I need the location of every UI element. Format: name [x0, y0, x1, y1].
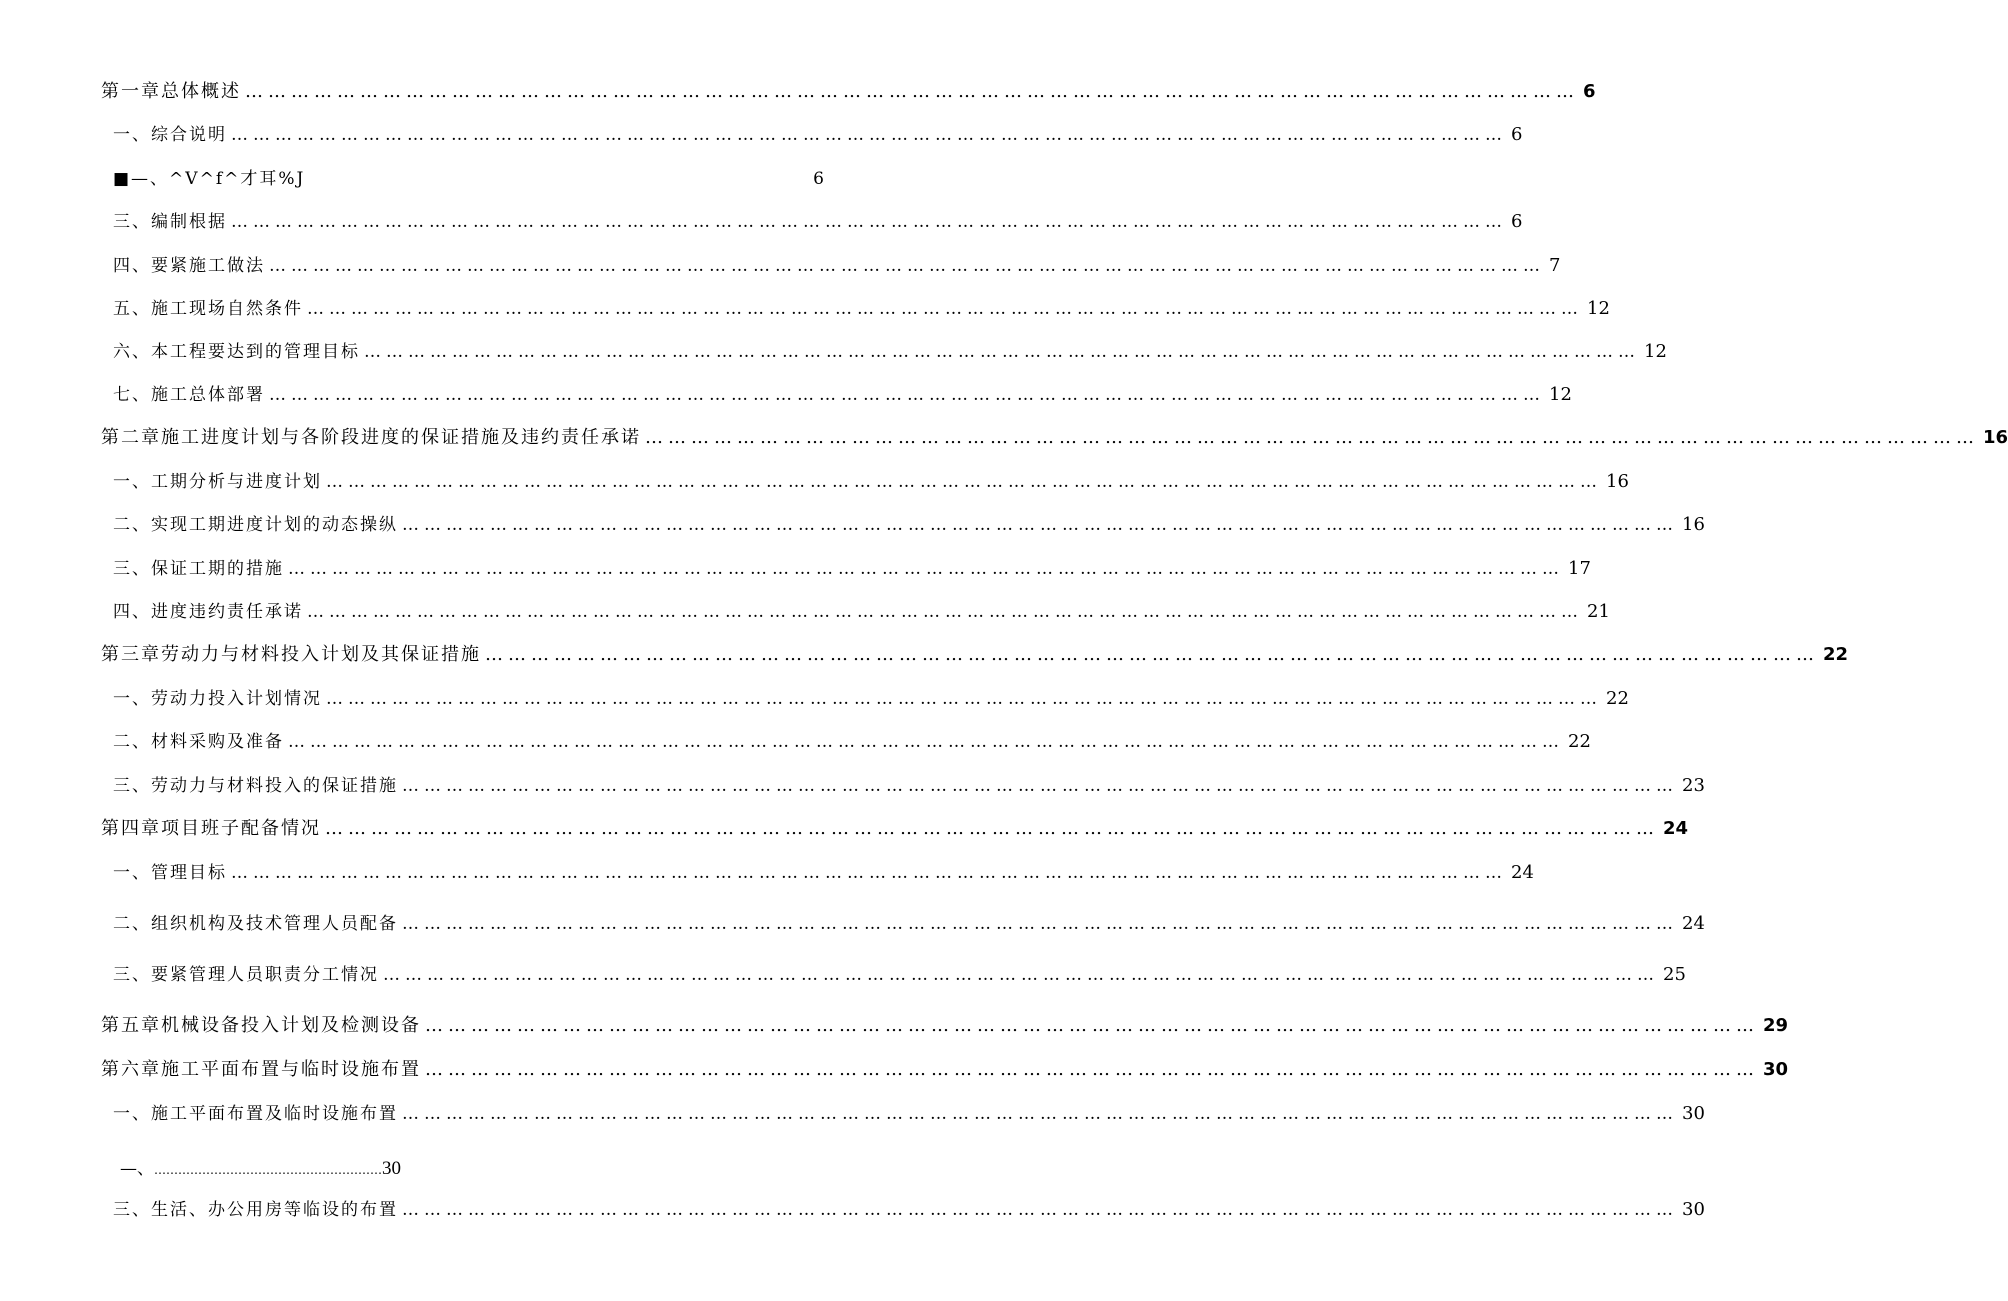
toc-entry-page: 17: [1568, 558, 1591, 579]
toc-entry-section[interactable]: [113, 339, 1667, 365]
dot-leader: …………………………………………………………………………………………………………………………………………………………: [245, 81, 1579, 102]
toc-entry-title: 第二章施工进度计划与各阶段进度的保证措施及违约责任承诺: [101, 427, 641, 448]
toc-entry-title: 一、劳动力投入计划情况: [113, 689, 322, 709]
toc-entry-title: 四、进度违约责任承诺: [113, 602, 303, 622]
toc-entry-title: 第三章劳动力与材料投入计划及其保证措施: [101, 644, 481, 665]
toc-entry-title: 三、编制根据: [113, 212, 227, 232]
dot-leader: …………………………………………………………………………………………………………………………………………………………: [402, 515, 1678, 535]
toc-entry-section-short[interactable]: [120, 1156, 401, 1182]
dot-leader: …………………………………………………………………………………………………………………………………………………………: [269, 385, 1545, 405]
toc-entry-page: 24: [1682, 913, 1705, 934]
toc-entry-page: 30: [1763, 1059, 1789, 1080]
dot-leader: …………………………………………………………………………………………………………………………………………………………: [307, 299, 1583, 319]
toc-entry-section[interactable]: [113, 773, 1705, 799]
toc-entry-chapter-4[interactable]: [101, 816, 1689, 842]
dot-leader: …………………………………………………………………………………………………………………………………………………………: [307, 602, 1583, 622]
toc-entry-page: 12: [1587, 298, 1610, 319]
toc-entry-chapter-6[interactable]: [101, 1057, 1789, 1083]
dot-leader: …………………………………………………………………………………………………………………………………………………………: [231, 863, 1507, 883]
toc-entry-section[interactable]: [113, 860, 1534, 886]
toc-entry-title: 五、施工现场自然条件: [113, 299, 303, 319]
dot-leader: …………………………………………………………………………………………………………………………………………………………: [326, 472, 1602, 492]
dot-leader: …………………………………………………………………………………………………………………………………………………………: [231, 212, 1507, 232]
toc-entry-page: 6: [813, 169, 824, 189]
toc-entry-page: 16: [1682, 514, 1705, 535]
toc-entry-page: 24: [1663, 818, 1689, 839]
dot-leader: …………………………………………………………………………………………………………………………………………………………: [383, 965, 1659, 985]
toc-entry-title: 第四章项目班子配备情况: [101, 818, 321, 839]
dot-leader: …………………………………………………………………………………………………………………………………………………………: [231, 125, 1507, 145]
toc-entry-page: 6: [1511, 124, 1523, 145]
dot-leader: …………………………………………………………………………………………………………………………………………………………: [402, 1200, 1678, 1220]
toc-entry-section[interactable]: [113, 469, 1629, 495]
toc-entry-page: 21: [1587, 601, 1610, 622]
toc-entry-title: 二、实现工期进度计划的动态操纵: [113, 515, 398, 535]
dot-leader: …………………………………………………: [154, 1163, 382, 1177]
dot-leader: …………………………………………………………………………………………………………………………………………………………: [326, 689, 1602, 709]
toc-entry-section[interactable]: [113, 729, 1591, 755]
toc-entry-title: 第五章机械设备投入计划及检测设备: [101, 1015, 421, 1036]
toc-entry-section[interactable]: [113, 122, 1523, 148]
toc-entry-page: 30: [1682, 1199, 1705, 1220]
toc-entry-title: 七、施工总体部署: [113, 385, 265, 405]
toc-entry-section[interactable]: [113, 1197, 1705, 1223]
dot-leader: …………………………………………………………………………………………………………………………………………………………: [402, 914, 1678, 934]
toc-entry-section[interactable]: [113, 209, 1523, 235]
toc-entry-title: 第一章总体概述: [101, 81, 241, 102]
dot-leader: …………………………………………………………………………………………………………………………………………………………: [288, 732, 1564, 752]
dot-leader: …………………………………………………………………………………………………………………………………………………………: [485, 644, 1819, 665]
toc-entry-chapter-1[interactable]: [101, 79, 1596, 105]
dot-leader: …………………………………………………………………………………………………………………………………………………………: [402, 1104, 1678, 1124]
toc-entry-title: 二、材料采购及准备: [113, 732, 284, 752]
dot-leader: …………………………………………………………………………………………………………………………………………………………: [645, 427, 1979, 448]
toc-entry-title: 二、组织机构及技术管理人员配备: [113, 914, 398, 934]
toc-entry-page: 22: [1823, 644, 1849, 665]
toc-entry-section[interactable]: [113, 253, 1561, 279]
toc-entry-title: 一、工期分析与进度计划: [113, 472, 322, 492]
toc-entry-page: 6: [1583, 81, 1596, 102]
toc-entry-title: 一、施工平面布置及临时设施布置: [113, 1104, 398, 1124]
toc-entry-page: 25: [1663, 964, 1686, 985]
toc-entry-page: 30: [382, 1158, 401, 1179]
toc-entry-section[interactable]: [113, 296, 1610, 322]
toc-entry-section-garbled[interactable]: [113, 166, 824, 192]
toc-entry-page: 16: [1983, 427, 2008, 448]
toc-entry-title: 三、要紧管理人员职责分工情况: [113, 965, 379, 985]
toc-entry-title: 四、要紧施工做法: [113, 256, 265, 276]
toc-entry-page: 12: [1644, 341, 1667, 362]
toc-entry-chapter-5[interactable]: [101, 1013, 1789, 1039]
toc-entry-section[interactable]: [113, 686, 1629, 712]
dot-leader: …………………………………………………………………………………………………………………………………………………………: [425, 1059, 1759, 1080]
toc-entry-title: 六、本工程要达到的管理目标: [113, 342, 360, 362]
toc-entry-page: 6: [1511, 211, 1523, 232]
toc-entry-page: 7: [1549, 255, 1561, 276]
toc-entry-chapter-2[interactable]: [101, 425, 2008, 451]
toc-entry-title: 三、生活、办公用房等临设的布置: [113, 1200, 398, 1220]
toc-entry-page: 22: [1568, 731, 1591, 752]
dot-leader: …………………………………………………………………………………………………………………………………………………………: [269, 256, 1545, 276]
dot-leader: …………………………………………………………………………………………………………………………………………………………: [364, 342, 1640, 362]
toc-entry-page: 24: [1511, 862, 1534, 883]
toc-entry-title: 第六章施工平面布置与临时设施布置: [101, 1059, 421, 1080]
toc-entry-section[interactable]: [113, 382, 1572, 408]
toc-entry-section[interactable]: [113, 512, 1705, 538]
toc-entry-title: 一、管理目标: [113, 863, 227, 883]
toc-entry-section[interactable]: [113, 556, 1591, 582]
toc-entry-title: ■—、^V^f^才耳%J: [113, 169, 306, 189]
toc-entry-chapter-3[interactable]: [101, 642, 1849, 668]
toc-entry-page: 29: [1763, 1015, 1789, 1036]
dot-leader: …………………………………………………………………………………………………………………………………………………………: [425, 1015, 1759, 1036]
toc-entry-title: 三、劳动力与材料投入的保证措施: [113, 776, 398, 796]
toc-entry-section[interactable]: [113, 1101, 1705, 1127]
toc-entry-page: 23: [1682, 775, 1705, 796]
dot-leader: …………………………………………………………………………………………………………………………………………………………: [402, 776, 1678, 796]
toc-entry-page: 12: [1549, 384, 1572, 405]
dot-leader: …………………………………………………………………………………………………………………………………………………………: [288, 559, 1564, 579]
toc-entry-page: 16: [1606, 471, 1629, 492]
toc-entry-section[interactable]: [113, 962, 1686, 988]
toc-entry-section[interactable]: [113, 911, 1705, 937]
toc-entry-title: 三、保证工期的措施: [113, 559, 284, 579]
toc-entry-section[interactable]: [113, 599, 1610, 625]
toc-entry-title: —、: [120, 1159, 154, 1179]
toc-entry-page: 30: [1682, 1103, 1705, 1124]
toc-entry-title: 一、综合说明: [113, 125, 227, 145]
toc-entry-page: 22: [1606, 688, 1629, 709]
dot-leader: …………………………………………………………………………………………………………………………………………………………: [325, 818, 1659, 839]
